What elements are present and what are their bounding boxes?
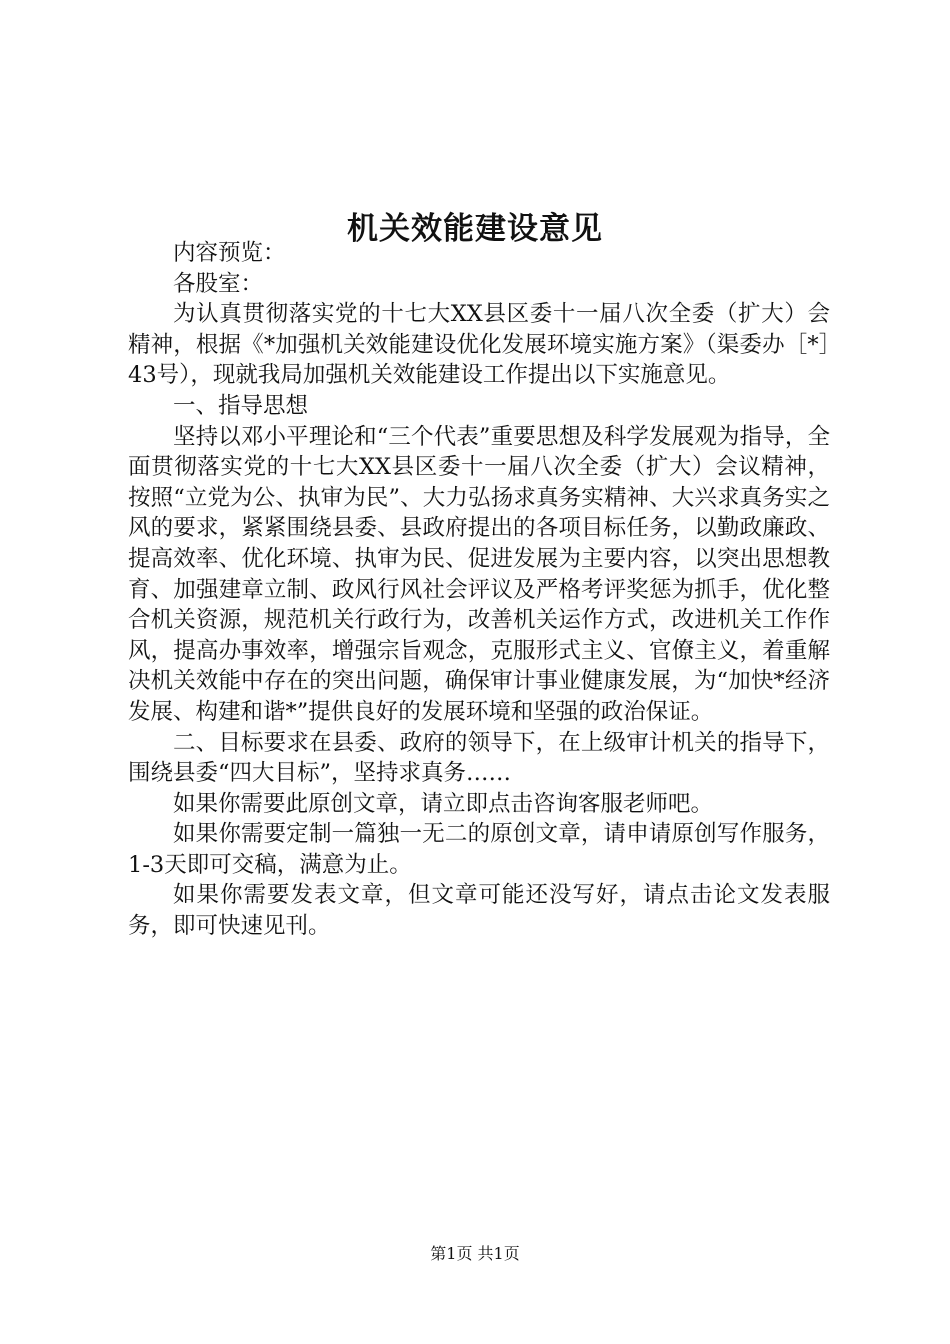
promo-paragraph-publishing: 如果你需要发表文章，但文章可能还没写好，请点击论文发表服务，即可快速见刊。 [128, 882, 830, 940]
guiding-thought-paragraph: 坚持以邓小平理论和“三个代表”重要思想及科学发展观为指导，全面贯彻落实党的十七大XX县区委十一届八次全委（扩大）会议精神，按照“立党为公、执审为民”、大力弘扬求真务实精神、大兴求真务实之风的要求，紧紧围绕县委、县政府提出的各项目标任务，以勤政廉政、提高效率、优化环境、执审为民、促进发展为主要内容，以突出思想教育、加强建章立制、政风行风社会评议及严格考评奖惩为抓手，优化整合机关资源，规范机关行政行为，改善机关运作方式，改进机关工作作风，提高办事效率，增强宗旨观念，克服形式主义、官僚主义，着重解决机关效能中存在的突出问题，确保审计事业健康发展，为“加快*经济发展、构建和谐*”提供良好的发展环境和坚强的政治保证。 [128, 423, 830, 725]
document-body [128, 238, 830, 942]
document-title: 机关效能建设意见 [347, 210, 603, 247]
promo-paragraph-custom-writing: 如果你需要定制一篇独一无二的原创文章，请申请原创写作服务，1-3天即可交稿，满意为止。 [128, 821, 830, 878]
section-heading-guiding-thought: 一、指导思想 [173, 392, 309, 419]
page-footer: 第1页 共1页 [430, 1244, 520, 1263]
salutation: 各股室： [173, 270, 264, 297]
goals-paragraph: 二、目标要求在县委、政府的领导下，在上级审计机关的指导下，围绕县委“四大目标”，坚持求真务…… [128, 729, 830, 787]
promo-paragraph-consult: 如果你需要此原创文章，请立即点击咨询客服老师吧。 [173, 790, 714, 817]
preview-label: 内容预览： [173, 240, 286, 266]
intro-paragraph: 为认真贯彻落实党的十七大XX县区委十一届八次全委（扩大）会精神，根据《*加强机关效能建设优化发展环境实施方案》（渠委办［*］43号），现就我局加强机关效能建设工作提出以下实施意见。 [128, 301, 830, 389]
